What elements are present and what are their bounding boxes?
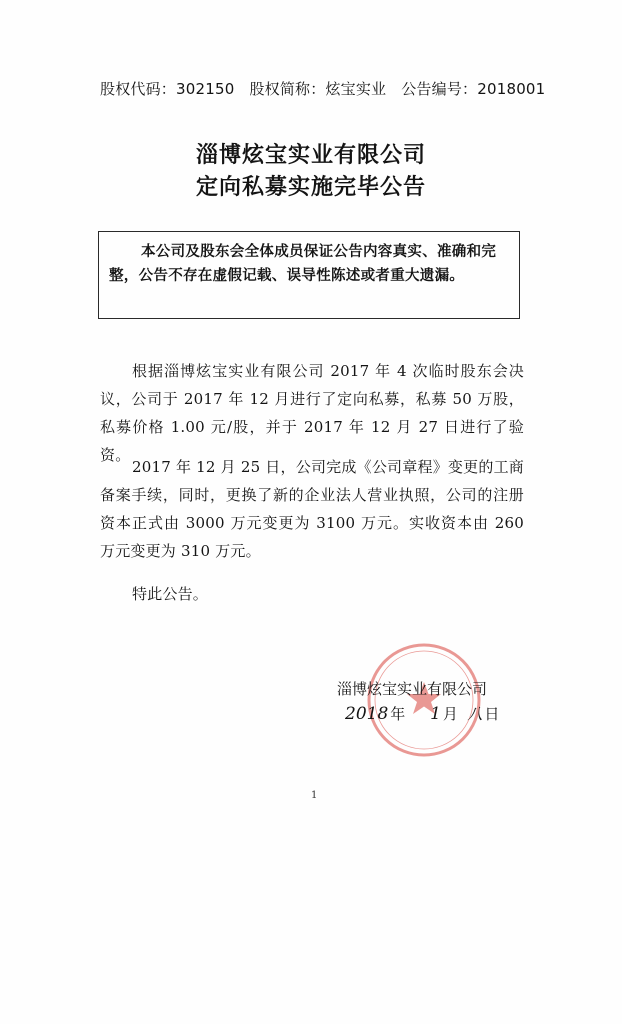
- stock-abbreviation: 股权简称：炫宝实业: [249, 80, 387, 98]
- signature-date: [345, 703, 499, 724]
- announcement-header: [100, 78, 546, 99]
- document-title-subject: 定向私募实施完毕公告: [195, 175, 426, 200]
- date-month-unit: 月: [442, 705, 458, 723]
- signature-company: 淄博炫宝实业有限公司: [337, 680, 488, 698]
- date-year: 2018: [345, 704, 389, 724]
- date-day-unit: 日: [484, 705, 500, 723]
- body-paragraph-3: [100, 580, 524, 608]
- document-title-company: 淄博炫宝实业有限公司: [195, 143, 426, 168]
- disclaimer-box: [98, 231, 520, 319]
- stock-code: 股权代码：302150: [100, 80, 235, 98]
- date-month: 1: [430, 704, 441, 724]
- body-paragraph-2: [100, 453, 524, 565]
- paragraph-text: 根据淄博炫宝实业有限公司 2017 年 4 次临时股东会决议，公司于 2017 年 12 月进行了定向私募，私募 50 万股，私募价格 1.00 元/股，并于 2017 年 12 月 27 日进行了验资。: [100, 362, 524, 464]
- company-seal-stamp: [364, 640, 484, 760]
- announcement-number: 公告编号：2018001: [401, 80, 546, 98]
- paragraph-text: 2017 年 12 月 25 日，公司完成《公司章程》变更的工商备案手续，同时，更换了新的企业法人营业执照，公司的注册资本正式由 3000 万元变更为 3100 万元。实收资本由 260 万元变更为 310 万元。: [100, 458, 524, 560]
- date-day: 八: [467, 705, 483, 723]
- date-year-unit: 年: [390, 705, 406, 723]
- page-number: 1: [311, 790, 318, 801]
- paragraph-text: 特此公告。: [132, 585, 209, 603]
- disclaimer-text: 本公司及股东会全体成员保证公告内容真实、准确和完整，公告不存在虚假记载、误导性陈述或者重大遗漏。: [109, 244, 497, 284]
